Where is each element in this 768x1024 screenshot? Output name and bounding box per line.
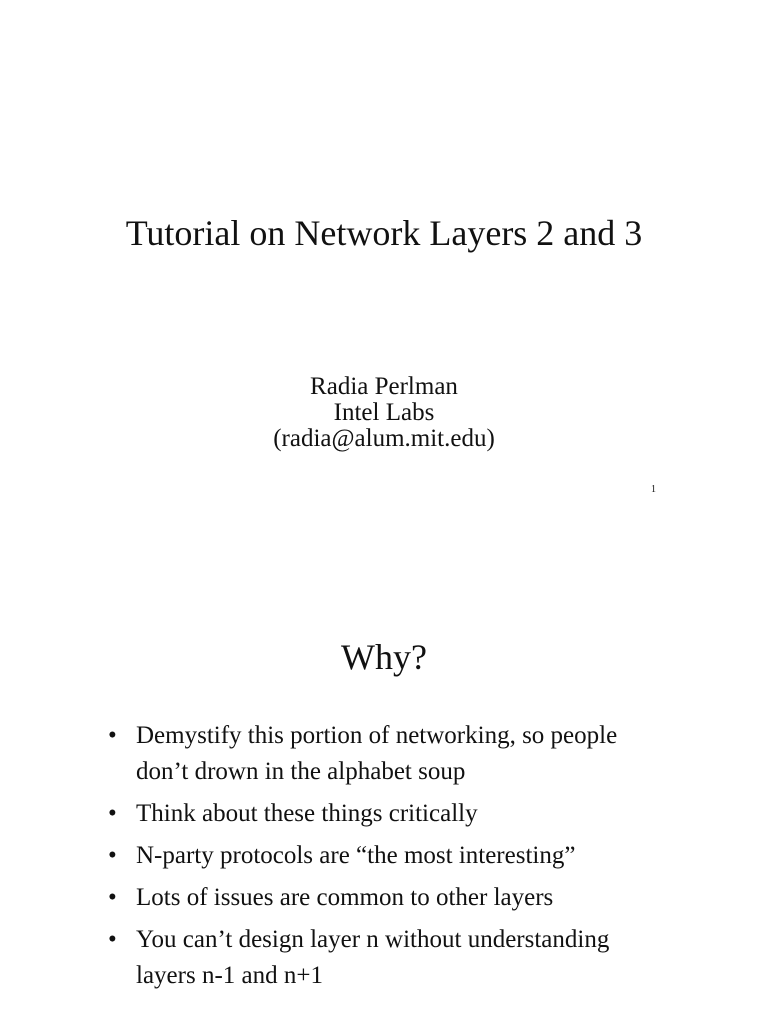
author-email: (radia@alum.mit.edu) bbox=[273, 425, 495, 452]
bullet-text: Lots of issues are common to other layers bbox=[136, 884, 554, 911]
bullet-icon: • bbox=[108, 884, 117, 911]
bullet-icon: • bbox=[108, 722, 117, 749]
bullet-item bbox=[108, 838, 668, 874]
bullet-text: Demystify this portion of networking, so people don’t drown in the alphabet soup bbox=[136, 722, 618, 785]
author-name: Radia Perlman bbox=[310, 373, 458, 400]
why-slide bbox=[0, 512, 768, 1024]
bullet-item bbox=[108, 880, 668, 916]
slide-title: Tutorial on Network Layers 2 and 3 bbox=[125, 213, 643, 253]
bullet-icon: • bbox=[108, 926, 117, 953]
bullet-icon: • bbox=[108, 800, 117, 827]
bullet-item bbox=[108, 796, 668, 832]
bullet-item bbox=[108, 718, 668, 790]
bullet-item bbox=[108, 922, 668, 994]
author-block bbox=[0, 374, 768, 452]
bullet-text: You can’t design layer n without understanding layers n-1 and n+1 bbox=[136, 926, 610, 989]
slide-title: Why? bbox=[341, 637, 427, 677]
bullet-text: Think about these things critically bbox=[136, 800, 478, 827]
bullet-icon: • bbox=[108, 842, 117, 869]
bullet-list bbox=[108, 718, 668, 1000]
page-number: 1 bbox=[651, 484, 656, 495]
author-affiliation: Intel Labs bbox=[333, 399, 435, 426]
bullet-text: N-party protocols are “the most interesting” bbox=[136, 842, 576, 869]
